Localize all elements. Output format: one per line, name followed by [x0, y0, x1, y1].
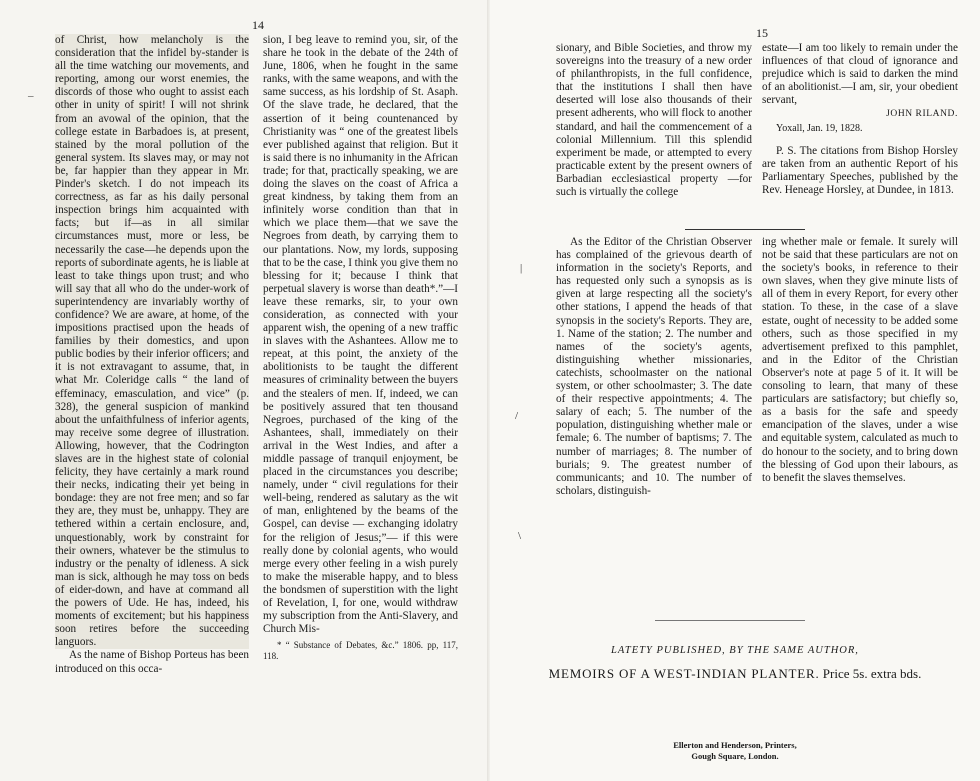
- paragraph: of Christ, how melancholy is the consideration that the infidel by-stander is all the time watching our movements, and reporting, among our worst enemies, the discords of those who ought to assist each other in unity of spirit! I will not shrink from an avowal of the opinion, that the college estate in Barbadoes is, at present, stained by the moral pollution of the general system. Its slaves may, or may not be, far happier than they appear in Mr. Pinder's sketch. I do not impeach its correctness, as far as his daily personal inspection brings him acquainted with facts; but if—as in all similar circumstances must, more or less, be necessarily the case—he depends upon the reports of subordinate agents, he is liable at least to take things upon trust; and who will say that all who do the under-work of superintendency are invariably worthy of confidence? We are aware, at home, of the impositions practised upon the heads of families by their domestics, and upon public bodies by their inferior officers; and it is not extravagant to assume, that, in what Mr. Coleridge calls “ the land of effeminacy, emasculation, and vice” (p. 328), the general suspicion of mankind about the unfaithfulness of inferior agents, may receive some degree of illustration. Allowing, however, that the Codrington slaves are in the highest state of colonial felicity, they have certainly a mark round their necks, indicating their yet being in bondage: they are not free men; and so far they are, they must be, unhappy. They are tethered within a certain enclosure, and, unquestionably, work by constraint for their owners, whatever be the stimulus to industry or the penalty of idleness. A sick man is sick, although he may toss on beds of eider-down, and have at command all the powers of Ude. He has, indeed, his moments of excitement; but his happiness soon retires before the succeeding languors.: [55, 34, 249, 649]
- notice-heading: LATETY PUBLISHED, BY THE SAME AUTHOR,: [611, 645, 859, 656]
- printer-address: Gough Square, London.: [691, 751, 779, 761]
- paragraph: sionary, and Bible Societies, and throw my sovereigns into the treasury of a new order of philanthropists, in the full confidence, that the institutions I shall then have deserted will lose also thousands of their present adherents, who will flock to another standard, and hail the commencement of a colonial Millennium. Till this splendid experiment be made, or attempted to every practicable extent by the present owners of Barbadian ecclesiastical property —for such is virtually the college: [556, 42, 752, 199]
- right-column-2-bottom: [762, 236, 958, 485]
- right-column-2-top: [762, 42, 958, 197]
- page-number-right: 15: [756, 26, 768, 40]
- footnote: * “ Substance of Debates, &c.” 1806. pp, 117, 118.: [263, 640, 458, 662]
- margin-mark: /: [515, 410, 519, 422]
- printer-name: Ellerton and Henderson, Printers,: [673, 740, 797, 750]
- margin-mark: |: [520, 262, 523, 274]
- book-price: Price 5s. extra bds.: [822, 666, 922, 681]
- notice-rule: [655, 620, 805, 621]
- paragraph: ing whether male or female. It surely will not be said that these particulars are not on the society's books, in reference to their own slaves, when they give minute lists of all of them in every Report, for every other station. To these, in the case of a slave estate, ought of necessity to be added some others, such as those specified in my advertisement prefixed to this pamphlet, and in the Editor of the Christian Observer's note at page 5 of it. It will be consoling to learn, that many of these particulars are satisfactory; but chiefly so, as a basis for the safe and speedy emancipation of the slaves, under a wise and equitable system, calculated as much to do honour to the society, and to bring down the blessing of God upon their labours, as to benefit the slaves themselves.: [762, 236, 958, 484]
- paragraph: estate—I am too likely to remain under the influences of that cloud of ignorance and prejudice which is said to darken the mind of an abolitionist.—I am, sir, your obedient servant,: [762, 42, 958, 107]
- left-column-1: [55, 34, 249, 676]
- dateline: Yoxall, Jan. 19, 1828.: [776, 122, 863, 134]
- margin-mark: \: [518, 530, 522, 542]
- left-column-2: [263, 34, 458, 662]
- signature: JOHN RILAND.: [886, 109, 958, 120]
- right-column-1-top: [556, 42, 752, 199]
- postscript: P. S. The citations from Bishop Horsley are taken from an authentic Report of his Parliamentary Speeches, published by the Rev. Heneage Horsley, at Dundee, in 1813.: [762, 144, 958, 196]
- paragraph: As the name of Bishop Porteus has been introduced on this occa-: [55, 649, 249, 675]
- right-column-1-bottom: [556, 236, 752, 498]
- margin-mark: –: [28, 90, 34, 102]
- right-page: [490, 0, 980, 781]
- printer-imprint: [490, 740, 980, 762]
- page-number-left: 14: [252, 18, 264, 32]
- paragraph: As the Editor of the Christian Observer has complained of the grievous dearth of information in the society's Reports, and has requested only such a synopsis as is given at large respecting all the society's other stations, I append the heads of that synopsis in the society's Reports. They are, 1. Name of the station; 2. The number and names of the society's agents, distinguishing whether missionaries, catechists, schoolmaster on the national system, or other schoolmaster; 3. The date of their respective appointments; 4. The salary of each; 5. The number of the population, distinguishing whether male or female; 6. The number of baptisms; 7. The number of marriages; 8. The number of burials; 9. The greatest number of communicants; and 10. The number of scholars, distinguish-: [556, 236, 752, 497]
- notice-line: [490, 666, 980, 682]
- paragraph: sion, I beg leave to remind you, sir, of the share he took in the debate of the 24th of June, 1806, when he fought in the same ranks, with the same weapons, and with the same success, as his lordship of St. Asaph. Of the slave trade, he declared, that the assertion of it being countenanced by Christianity was “ one of the greatest libels ever published against that religion. But it is said there is no inhumanity in the African trade; for that, practically speaking, we are doing the slaves on the coast of Africa a great kindness, by taking them from an infinitely worse condition than that in which we place them—that we save the Negroes from death, by carrying them to our plantations. Now, my lords, supposing that to be the case, I think you give them no blessing for it; because I think that perpetual slavery is worse than death*.”—I leave these remarks, sir, to your own consideration, as connected with your apparent wish, the opening of a new traffic in slaves with the Ashantees. Allow me to repeat, at this point, the anxiety of the abolitionists to be taught the different measures of criminality between the buyers and the stealers of men. If, indeed, we can be positively assured that ten thousand Negroes, purchased of the king of the Ashantees, shall, immediately on their arrival in the West Indies, and after a middle passage of tranquil enjoyment, be placed in the circumstances you describe; namely, under “ civil regulations for their well-being, rendered as salutary as the wit of man, enlightened by the beams of the Gospel, can devise — exchanging idolatry for the religion of Jesus;”— if this were really done by colonial agents, who would merge every other feeling in a wish purely to make the miserable happy, and to bless the bondsmen of superstition with the light of Revelation, I, for one, would withdraw my subscription from the Anti-Slavery, and Church Mis-: [263, 34, 458, 636]
- section-rule: [685, 229, 805, 230]
- book-title: MEMOIRS OF A WEST-INDIAN PLANTER.: [548, 666, 820, 681]
